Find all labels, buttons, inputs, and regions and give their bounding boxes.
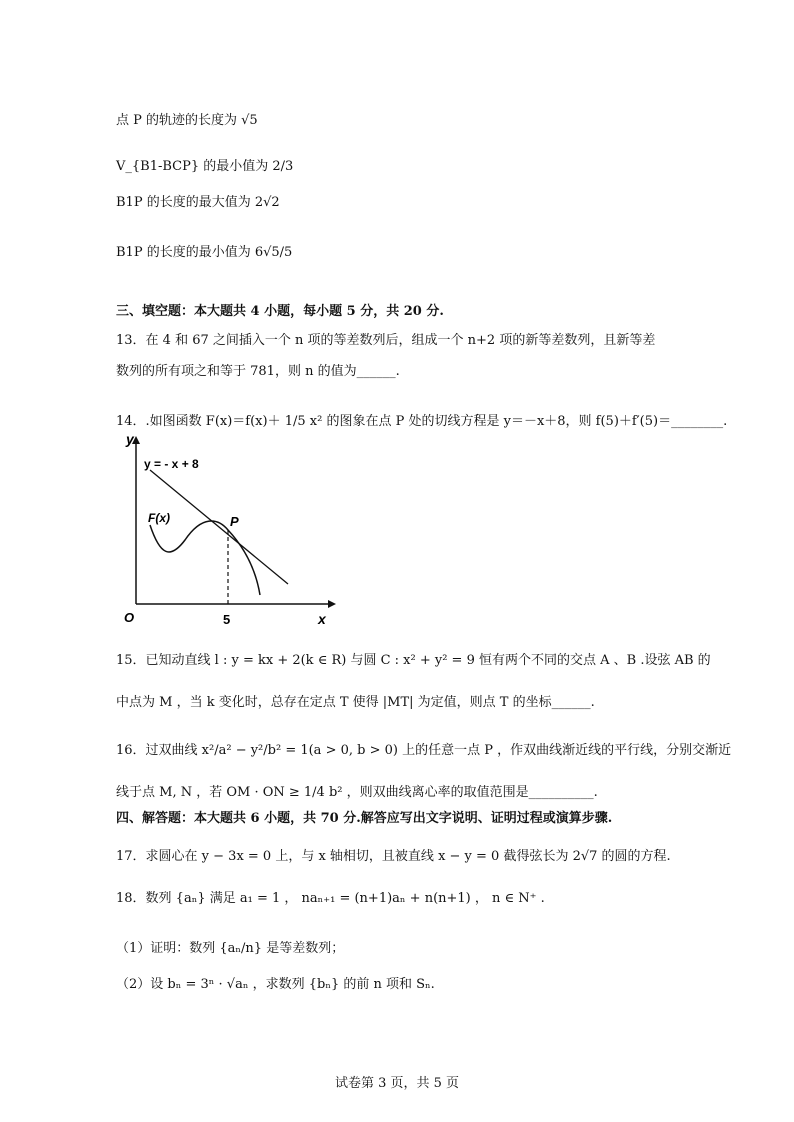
point-p-label: P	[230, 514, 239, 529]
tangent-label: y = - x + 8	[144, 457, 199, 471]
y-axis-label: y	[126, 431, 134, 447]
option-d-text: B1P 的长度的最小值为 6√5/5	[116, 245, 293, 260]
question-17: 17．求圆心在 y − 3x = 0 上，与 x 轴相切，且被直线 x − y = 0 截得弦长为 2√7 的圆的方程.	[116, 849, 671, 864]
question-16-line2: 线于点 M, N ，若 OM · ON ≥ 1/4 b² ，则双曲线离心率的取值范围是__________.	[116, 785, 598, 800]
question-15-line2: 中点为 M ，当 k 变化时，总存在定点 T 使得 |MT| 为定值，则点 T 的坐标______.	[116, 695, 595, 710]
page-footer: 试卷第 3 页，共 5 页	[334, 1076, 460, 1091]
x-axis-label: x	[318, 611, 326, 627]
option-b	[116, 158, 293, 176]
option-c-text: B1P 的长度的最大值为 2√2	[116, 195, 280, 210]
question-16-line1: 16．过双曲线 x²/a² − y²/b² = 1(a > 0, b > 0) 上的任意一点 P ，作双曲线渐近线的平行线，分别交渐近	[116, 743, 732, 758]
question-18-stem: 18．数列 {aₙ} 满足 a₁ = 1 ， naₙ₊₁ = (n+1)aₙ + n(n+1) ， n ∈ N⁺ .	[116, 891, 545, 906]
section4-heading: 四、解答题：本大题共 6 小题，共 70 分.解答应写出文字说明、证明过程或演算步骤.	[116, 811, 613, 826]
question-18-part2: （2）设 bₙ = 3ⁿ · √aₙ ，求数列 {bₙ} 的前 n 项和 Sₙ.	[116, 977, 435, 992]
question-15-line1: 15．已知动直线 l : y = kx + 2(k ∈ R) 与圆 C : x² + y² = 9 恒有两个不同的交点 A 、B .设弦 AB 的	[116, 653, 711, 668]
question-13-line2: 数列的所有项之和等于 781，则 n 的值为______.	[116, 364, 400, 379]
option-c	[116, 194, 280, 212]
option-a	[116, 112, 258, 130]
curve-fx	[150, 521, 260, 595]
section3-heading: 三、填空题：本大题共 4 小题，每小题 5 分，共 20 分.	[116, 304, 444, 319]
x-axis-arrow-icon	[328, 600, 336, 608]
tangent-line	[150, 470, 288, 584]
option-b-text: V_{B1-BCP} 的最小值为 2/3	[116, 159, 294, 174]
question-14-figure	[110, 430, 340, 630]
origin-label: O	[124, 610, 135, 625]
question-14: 14．.如图函数 F(x)＝f(x)＋ 1/5 x² 的图象在点 P 处的切线方程是 y＝－x＋8，则 f(5)＋f′(5)＝________.	[116, 414, 728, 429]
option-a-text: 点 P 的轨迹的长度为 √5	[116, 113, 258, 128]
x-tick-5: 5	[223, 612, 231, 627]
option-d	[116, 244, 292, 262]
question-13-line1: 13．在 4 和 67 之间插入一个 n 项的等差数列后，组成一个 n+2 项的新等差数列，且新等差	[116, 333, 656, 348]
question-18-part1: （1）证明：数列 {aₙ/n} 是等差数列；	[116, 941, 345, 956]
curve-label: F(x)	[148, 511, 170, 525]
